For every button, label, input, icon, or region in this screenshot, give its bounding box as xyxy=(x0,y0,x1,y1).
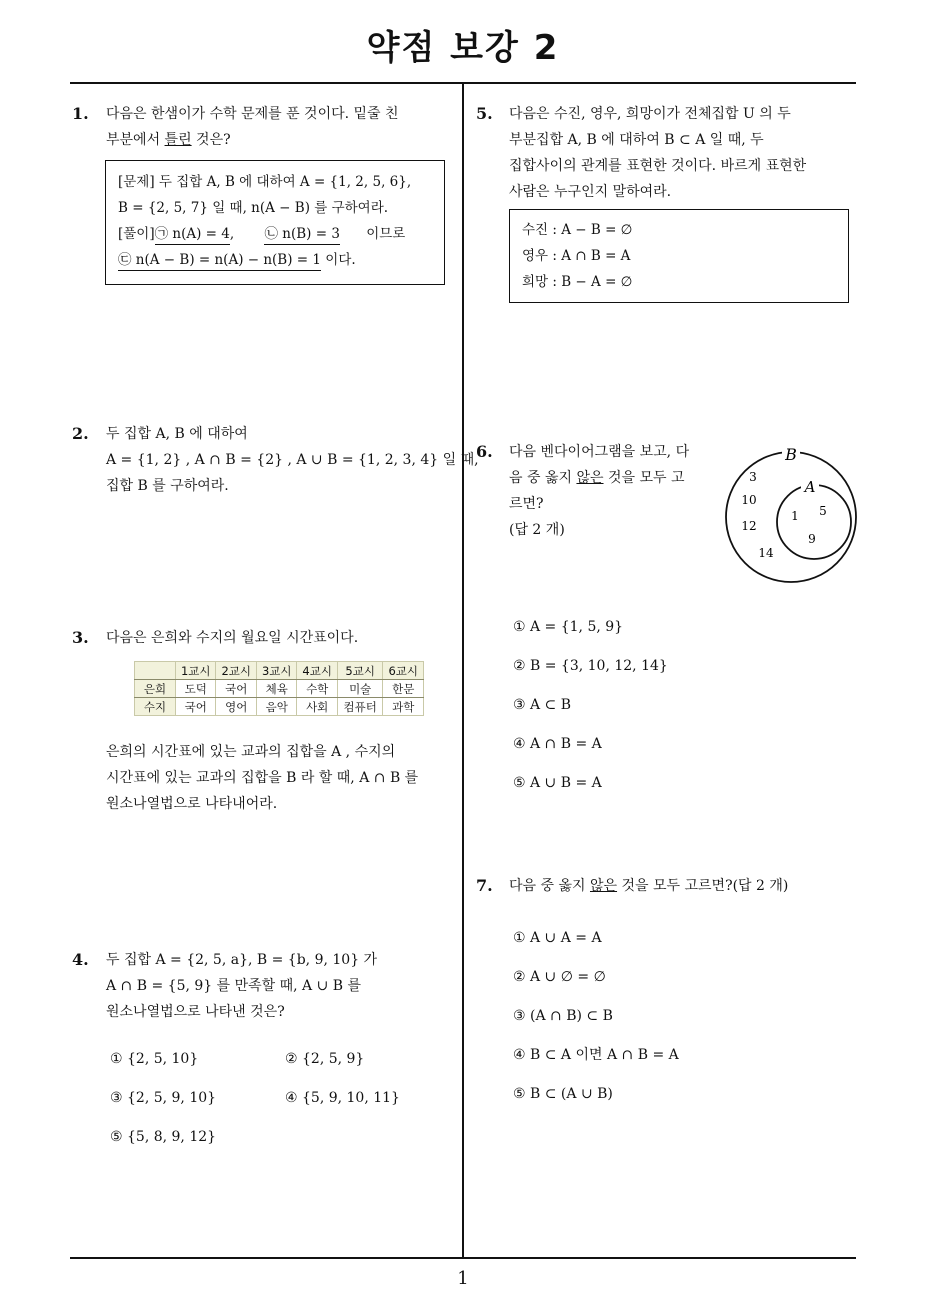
question-1-number: 1. xyxy=(72,104,89,123)
question-3-line-2: 은희의 시간표에 있는 교과의 집합을 A , 수지의 xyxy=(106,744,396,760)
step-1: ㉠ n(A) = 4 xyxy=(155,224,230,245)
question-2-line-3: 집합 B 를 구하여라. xyxy=(106,478,229,494)
step-2: ㉡ n(B) = 3 xyxy=(264,224,339,245)
question-5-number: 5. xyxy=(476,104,493,123)
timetable-cell: 도덕 xyxy=(176,680,216,698)
venn-element: 14 xyxy=(758,546,774,560)
page-title: 약점 보강 2 xyxy=(366,28,560,68)
timetable xyxy=(134,661,424,716)
solution-step-line: [풀이]㉠ n(A) = 4, ㉡ n(B) = 3 이므로 xyxy=(118,221,405,247)
timetable-cell: 은희 xyxy=(135,680,176,698)
timetable-cell: 사회 xyxy=(297,698,337,716)
question-4-number: 4. xyxy=(72,950,89,969)
venn-element: 12 xyxy=(741,519,757,533)
venn-element: 9 xyxy=(808,532,816,546)
timetable-cell: 국어 xyxy=(216,680,256,698)
question-4-line-1: 두 집합 A = {2, 5, a}, B = {b, 9, 10} 가 xyxy=(106,952,378,968)
question-7-number: 7. xyxy=(476,876,493,895)
timetable-header: 4교시 xyxy=(297,662,337,680)
solution-step-3-line: ㉢ n(A − B) = n(A) − n(B) = 1 이다. xyxy=(118,247,356,273)
timetable-cell: 국어 xyxy=(176,698,216,716)
venn-element: 1 xyxy=(791,509,799,523)
footer-rule xyxy=(70,1257,856,1259)
question-1-solution-box xyxy=(105,160,445,285)
q6-option-5[interactable]: ⑤ A ∪ B = A xyxy=(513,775,602,791)
question-6-line-4: (답 2 개) xyxy=(509,522,565,538)
question-4-line-3: 원소나열법으로 나타낸 것은? xyxy=(106,1004,285,1020)
venn-diagram xyxy=(718,440,868,585)
timetable-cell: 체육 xyxy=(256,680,296,698)
timetable-header-row xyxy=(135,662,424,680)
q4-option-3[interactable]: ③ {2, 5, 9, 10} xyxy=(110,1090,217,1106)
question-1-line-2: 부분에서 틀린 것은? xyxy=(106,132,231,148)
timetable-cell: 수학 xyxy=(297,680,337,698)
q6-option-1[interactable]: ① A = {1, 5, 9} xyxy=(513,619,624,635)
column-divider xyxy=(462,83,464,1258)
timetable-header: 1교시 xyxy=(176,662,216,680)
question-2-number: 2. xyxy=(72,424,89,443)
q6-option-4[interactable]: ④ A ∩ B = A xyxy=(513,736,602,752)
timetable-header xyxy=(135,662,176,680)
q7-option-3[interactable]: ③ (A ∩ B) ⊂ B xyxy=(513,1008,613,1024)
question-6-number: 6. xyxy=(476,442,493,461)
question-5-line-1: 다음은 수진, 영우, 희망이가 전체집합 U 의 두 xyxy=(509,106,791,122)
question-3-number: 3. xyxy=(72,628,89,647)
timetable-cell: 컴퓨터 xyxy=(337,698,383,716)
question-4-line-2: A ∩ B = {5, 9} 를 만족할 때, A ∪ B 를 xyxy=(106,978,362,994)
timetable-header: 5교시 xyxy=(337,662,383,680)
solution-problem-line-2: B = {2, 5, 7} 일 때, n(A − B) 를 구하여라. xyxy=(118,200,389,216)
question-3-line-3: 시간표에 있는 교과의 집합을 B 라 할 때, A ∩ B 를 xyxy=(106,770,419,786)
page-number: 1 xyxy=(457,1268,469,1289)
question-3-line-4: 원소나열법으로 나타내어라. xyxy=(106,796,278,812)
timetable-cell: 미술 xyxy=(337,680,383,698)
venn-element: 5 xyxy=(819,504,827,518)
set-a-circle xyxy=(777,485,851,559)
timetable-cell: 과학 xyxy=(383,698,424,716)
statement-youngwoo: 영우 : A ∩ B = A xyxy=(522,248,631,264)
question-6-line-3: 르면? xyxy=(509,496,544,512)
q4-option-5[interactable]: ⑤ {5, 8, 9, 12} xyxy=(110,1129,217,1145)
timetable-cell: 수지 xyxy=(135,698,176,716)
venn-element: 3 xyxy=(749,470,757,484)
question-5-line-4: 사람은 누구인지 말하여라. xyxy=(509,184,672,200)
set-b-label: B xyxy=(785,445,797,464)
q4-option-2[interactable]: ② {2, 5, 9} xyxy=(285,1051,365,1067)
question-2-line-2: A = {1, 2} , A ∩ B = {2} , A ∪ B = {1, 2, 3, 4} 일 때, xyxy=(106,452,479,468)
step-3: ㉢ n(A − B) = n(A) − n(B) = 1 xyxy=(118,250,321,271)
question-6-line-1: 다음 벤다이어그램을 보고, 다 xyxy=(509,444,690,460)
statement-huimang: 희망 : B − A = ∅ xyxy=(522,274,633,290)
q7-option-4[interactable]: ④ B ⊂ A 이면 A ∩ B = A xyxy=(513,1047,679,1063)
q7-option-2[interactable]: ② A ∪ ∅ = ∅ xyxy=(513,969,606,985)
statement-sujin: 수진 : A − B = ∅ xyxy=(522,222,633,238)
q4-option-4[interactable]: ④ {5, 9, 10, 11} xyxy=(285,1090,400,1106)
q7-option-1[interactable]: ① A ∪ A = A xyxy=(513,930,602,946)
venn-element: 10 xyxy=(741,493,757,507)
question-6-line-2: 음 중 옳지 않은 것을 모두 고 xyxy=(509,470,685,486)
timetable-cell: 영어 xyxy=(216,698,256,716)
table-row xyxy=(135,698,424,716)
timetable-cell: 한문 xyxy=(383,680,424,698)
q7-option-5[interactable]: ⑤ B ⊂ (A ∪ B) xyxy=(513,1086,613,1102)
question-1-line-1: 다음은 한샘이가 수학 문제를 푼 것이다. 밑줄 친 xyxy=(106,106,399,122)
timetable-header: 3교시 xyxy=(256,662,296,680)
solution-problem-line-1: [문제] 두 집합 A, B 에 대하여 A = {1, 2, 5, 6}, xyxy=(118,174,412,190)
q4-option-1[interactable]: ① {2, 5, 10} xyxy=(110,1051,199,1067)
timetable-header: 2교시 xyxy=(216,662,256,680)
q6-option-2[interactable]: ② B = {3, 10, 12, 14} xyxy=(513,658,668,674)
timetable-cell: 음악 xyxy=(256,698,296,716)
question-7-line-1: 다음 중 옳지 않은 것을 모두 고르면?(답 2 개) xyxy=(509,878,789,894)
question-2-line-1: 두 집합 A, B 에 대하여 xyxy=(106,426,248,442)
question-5-line-2: 부분집합 A, B 에 대하여 B ⊂ A 일 때, 두 xyxy=(509,132,764,148)
set-a-label: A xyxy=(804,478,816,496)
timetable-header: 6교시 xyxy=(383,662,424,680)
table-row xyxy=(135,680,424,698)
question-5-answer-box xyxy=(509,209,849,303)
q6-option-3[interactable]: ③ A ⊂ B xyxy=(513,697,572,713)
question-3-line-1: 다음은 은희와 수지의 월요일 시간표이다. xyxy=(106,630,359,646)
question-5-line-3: 집합사이의 관계를 표현한 것이다. 바르게 표현한 xyxy=(509,158,807,174)
